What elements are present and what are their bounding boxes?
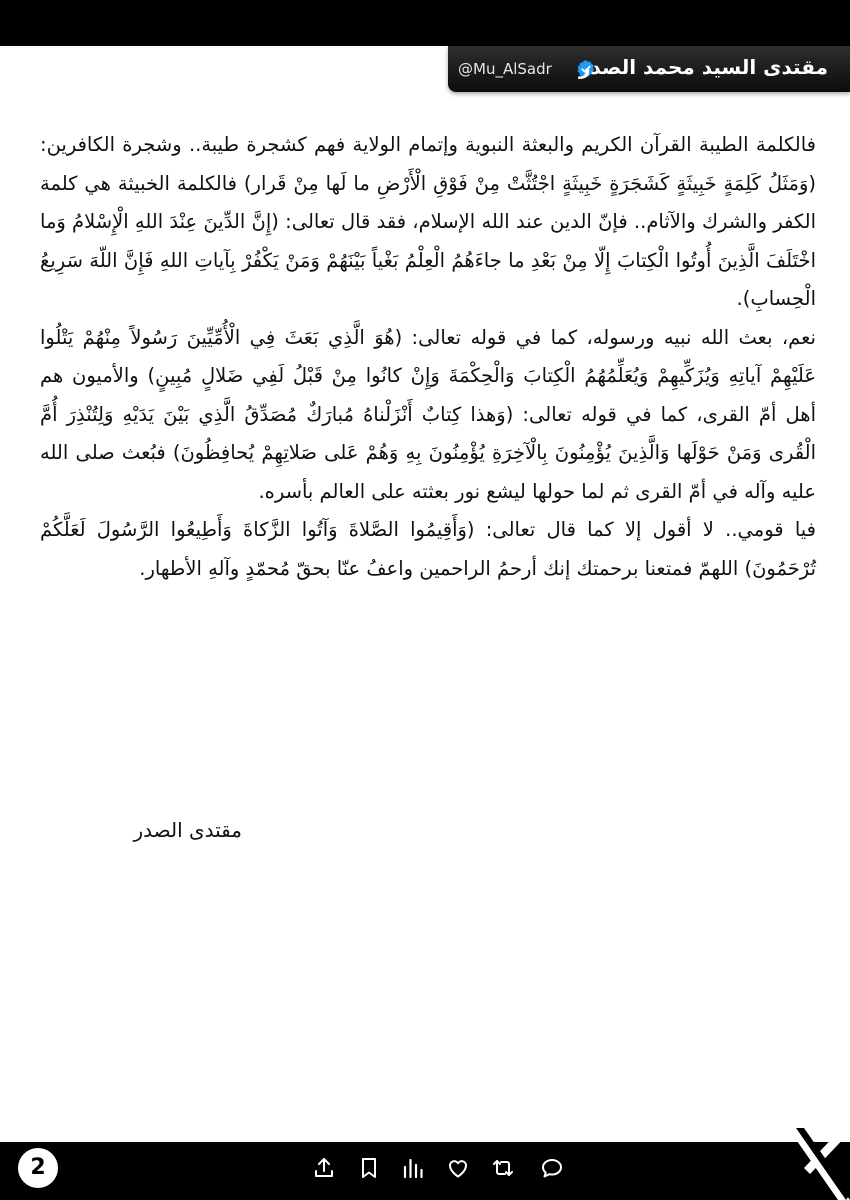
paragraph-1: فالكلمة الطيبة القرآن الكريم والبعثة النبوية وإتمام الولاية فهم كشجرة طيبة.. وشجرة الكافرين: (وَمَثَلُ كَلِمَةٍ خَبِيثَةٍ كَشَجَرَةٍ خَبِيثَةٍ اجْتُثَّتْ مِنْ فَوْقِ الْأَرْضِ ما لَها مِنْ قَرار) فالكلمة الخبيثة هي كلمة الكفر والشرك والآثام.. فإنّ الدين عند الله الإسلام، فقد قال تعالى: (إِنَّ الدِّينَ عِنْدَ اللهِ الْإِسْلامُ وَما اخْتَلَفَ الَّذِينَ أُوتُوا الْكِتابَ إِلّا مِنْ بَعْدِ ما جاءَهُمُ الْعِلْمُ بَغْياً بَيْنَهُمْ وَمَنْ يَكْفُرْ بِآياتِ اللهِ فَإِنَّ اللّهَ سَرِيعُ الْحِسابِ). [40,133,816,310]
top-band [0,0,850,46]
post-body [40,126,816,588]
share-icon[interactable] [312,1156,336,1180]
views-icon[interactable] [401,1156,425,1180]
author-handle[interactable]: @Mu_AlSadr [458,60,552,78]
x-logo-icon [780,1128,850,1200]
footer-bar [0,1142,850,1200]
paragraph-3: فيا قومي.. لا أقول إلا كما قال تعالى: (وَأَقِيمُوا الصَّلاةَ وَآتُوا الزَّكاةَ وَأَطِيعُوا الرَّسُولَ لَعَلَّكُمْ تُرْحَمُونَ) اللهمّ فمتعنا برحمتك إنك أرحمُ الراحمين واعفُ عنّا بحقّ مُحمّدٍ وآلهِ الأطهار. [40,518,816,580]
author-header [448,46,850,92]
bookmark-icon[interactable] [357,1156,381,1180]
like-icon[interactable] [446,1156,470,1180]
signature: مقتدى الصدر [133,818,242,842]
page-number-badge: 2 [18,1148,58,1188]
paragraph-2: نعم، بعث الله نبيه ورسوله، كما في قوله تعالى: (هُوَ الَّذِي بَعَثَ فِي الْأُمِّيِّينَ رَسُولاً مِنْهُمْ يَتْلُوا عَلَيْهِمْ آياتِهِ وَيُزَكِّيهِمْ وَيُعَلِّمُهُمُ الْكِتابَ وَالْحِكْمَةَ وَإِنْ كانُوا مِنْ قَبْلُ لَفِي ضَلالٍ مُبِينٍ) والأميون هم أهل أمّ القرى، كما في قوله تعالى: (وَهذا كِتابٌ أَنْزَلْناهُ مُبارَكٌ مُصَدِّقُ الَّذِي بَيْنَ يَدَيْهِ وَلِتُنْذِرَ أُمَّ الْقُرى وَمَنْ حَوْلَها وَالَّذِينَ يُؤْمِنُونَ بِالْآخِرَةِ يُؤْمِنُونَ بِهِ وَهُمْ عَلى صَلاتِهِمْ يُحافِظُونَ) فبُعث صلى الله عليه وآله في أمّ القرى ثم لما حولها ليشع نور بعثته على العالم بأسره. [40,325,816,503]
author-name[interactable]: مقتدى السيد محمد الصدر [578,55,828,79]
reply-icon[interactable] [540,1156,564,1180]
repost-icon[interactable] [491,1156,515,1180]
